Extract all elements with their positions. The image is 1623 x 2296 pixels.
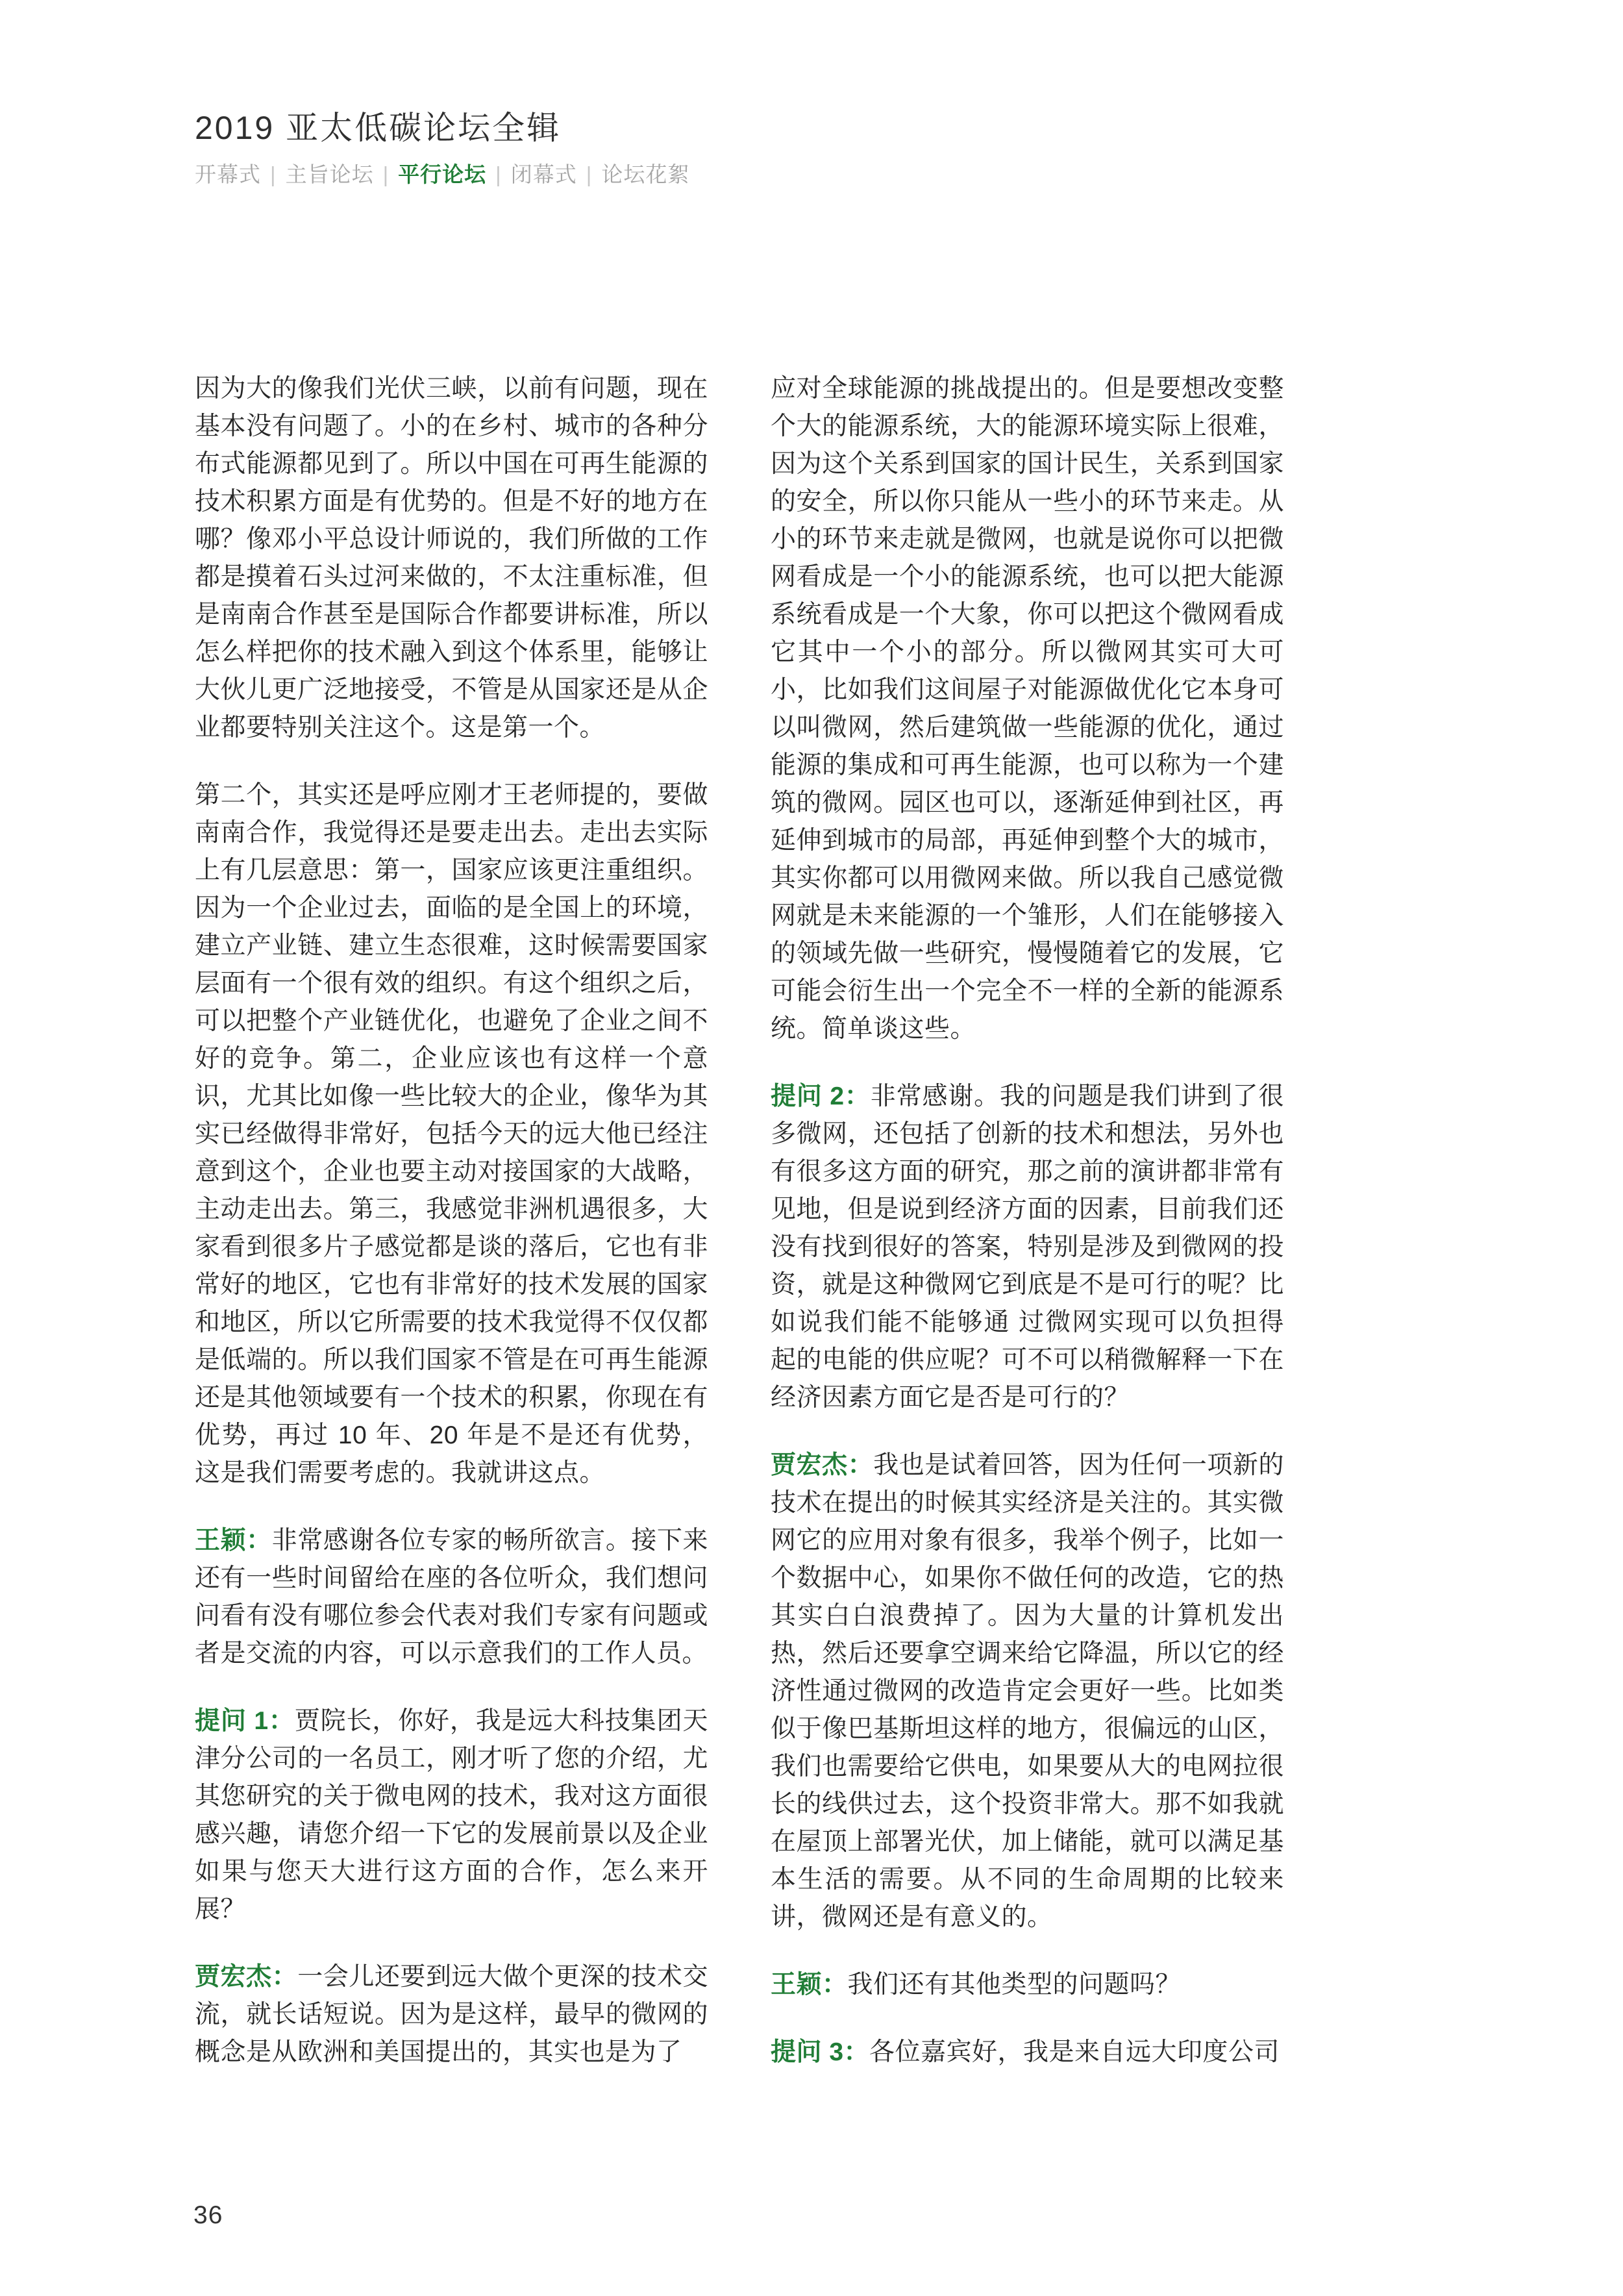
speaker-label-wang-ying: 王颖： xyxy=(195,1527,272,1554)
paragraph xyxy=(771,1078,1284,1417)
paragraph xyxy=(195,370,708,747)
nav-item-closing-ceremony: 闭幕式 xyxy=(510,162,577,186)
paragraph-text: 第二个，其实还是呼应刚才王老师提的，要做南南合作，我觉得还是要走出去。走出去实际上有几层意思：第一，国家应该更注重组织。因为一个企业过去，面临的是全国上的环境，建立产业链、建立生态很难，这时候需要国家层面有一个很有效的组织。有这个组织之后，可以把整个产业链优化，也避免了企业之间不好的竞争。第二，企业应该也有这样一个意识，尤其比如像一些比较大的企业，像华为其实已经做得非常好，包括今天的远大他已经注意到这个，企业也要主动对接国家的大战略，主动走出去。第三，我感觉非洲机遇很多，大家看到很多片子感觉都是谈的落后，它也有非常好的地区，它也有非常好的技术发展的国家和地区，所以它所需要的技术我觉得不仅仅都是低端的。所以我们国家不管是在可再生能源还是其他领域要有一个技术的积累，你现在有优势，再过 10 年、20 年是不是还有优势，这是我们需要考虑的。我就讲这点。 xyxy=(195,781,708,1487)
paragraph xyxy=(195,1522,708,1673)
nav-separator: | xyxy=(382,162,390,186)
paragraph-text: 一会儿还要到远大做个更深的技术交流，就长话短说。因为是这样，最早的微网的概念是从欧洲和美国提出的，其实也是为了 xyxy=(195,1963,708,2066)
speaker-label-jia-hongjie: 贾宏杰： xyxy=(771,1451,874,1479)
nav-separator: | xyxy=(495,162,502,186)
page-number: 36 xyxy=(193,2201,223,2229)
text-columns xyxy=(195,370,1284,2071)
page-title: 2019 亚太低碳论坛全辑 xyxy=(195,110,562,146)
paragraph-text: 各位嘉宾好，我是来自远大印度公司 xyxy=(869,2038,1280,2066)
speaker-label-question-3: 提问 3： xyxy=(771,2038,870,2066)
paragraph-text: 我们还有其他类型的问题吗？ xyxy=(847,1971,1182,1999)
paragraph-text: 贾院长，你好，我是远大科技集团天津分公司的一名员工，刚才听了您的介绍，尤其您研究的关于微电网的技术，我对这方面很感兴趣，请您介绍一下它的发展前景以及企业如果与您天大进行这方面的合作，怎么来开展？ xyxy=(195,1707,708,1923)
speaker-label-jia-hongjie: 贾宏杰： xyxy=(195,1963,298,1991)
paragraph xyxy=(771,1966,1284,2004)
left-column xyxy=(195,370,708,2071)
paragraph xyxy=(771,1447,1284,1936)
paragraph xyxy=(771,370,1284,1048)
section-nav xyxy=(195,161,689,188)
nav-item-keynote-forum: 主旨论坛 xyxy=(285,162,374,186)
paragraph-text: 非常感谢。我的问题是我们讲到了很多微网，还包括了创新的技术和想法，另外也有很多这方面的研究，那之前的演讲都非常有见地，但是说到经济方面的因素，目前我们还没有找到很好的答案，特别是涉及到微网的投资，就是这种微网它到底是不是可行的呢？比如说我们能不能够通 过微网实现可以负担得起的电能的供应呢？可不可以稍微解释一下在经济因素方面它是否是可行的？ xyxy=(771,1082,1284,1412)
speaker-label-wang-ying: 王颖： xyxy=(771,1971,848,1999)
paragraph-text: 非常感谢各位专家的畅所欲言。接下来还有一些时间留给在座的各位听众，我们想问问看有没有哪位参会代表对我们专家有问题或者是交流的内容，可以示意我们的工作人员。 xyxy=(195,1527,708,1667)
nav-item-parallel-forum-active: 平行论坛 xyxy=(398,162,487,186)
paragraph xyxy=(195,1703,708,1928)
nav-separator: | xyxy=(586,162,593,186)
paragraph-text: 因为大的像我们光伏三峡，以前有问题，现在基本没有问题了。小的在乡村、城市的各种分布式能源都见到了。所以中国在可再生能源的技术积累方面是有优势的。但是不好的地方在哪？像邓小平总设计师说的，我们所做的工作都是摸着石头过河来做的，不太注重标准，但是南南合作甚至是国际合作都要讲标准，所以怎么样把你的技术融入到这个体系里，能够让大伙儿更广泛地接受，不管是从国家还是从企业都要特别关注这个。这是第一个。 xyxy=(195,375,708,742)
paragraph-text: 我也是试着回答，因为任何一项新的技术在提出的时候其实经济是关注的。其实微网它的应用对象有很多，我举个例子，比如一个数据中心，如果你不做任何的改造，它的热其实白白浪费掉了。因为大量的计算机发出热，然后还要拿空调来给它降温，所以它的经济性通过微网的改造肯定会更好一些。比如类似于像巴基斯坦这样的地方，很偏远的山区，我们也需要给它供电，如果要从大的电网拉很长的线供过去，这个投资非常大。那不如我就在屋顶上部署光伏，加上储能，就可以满足基本生活的需要。从不同的生命周期的比较来讲，微网还是有意义的。 xyxy=(771,1451,1284,1931)
paragraph xyxy=(195,1958,708,2071)
right-column xyxy=(771,370,1284,2071)
paragraph xyxy=(771,2034,1284,2071)
nav-item-opening-ceremony: 开幕式 xyxy=(195,162,261,186)
nav-item-forum-highlights: 论坛花絮 xyxy=(601,162,690,186)
paragraph-text: 应对全球能源的挑战提出的。但是要想改变整个大的能源系统，大的能源环境实际上很难，因为这个关系到国家的国计民生，关系到国家的安全，所以你只能从一些小的环节来走。从小的环节来走就是微网，也就是说你可以把微网看成是一个小的能源系统，也可以把大能源系统看成是一个大象，你可以把这个微网看成它其中一个小的部分。所以微网其实可大可小，比如我们这间屋子对能源做优化它本身可以叫微网，然后建筑做一些能源的优化，通过能源的集成和可再生能源，也可以称为一个建筑的微网。园区也可以，逐渐延伸到社区，再延伸到城市的局部，再延伸到整个大的城市，其实你都可以用微网来做。所以我自己感觉微网就是未来能源的一个雏形，人们在能够接入的领域先做一些研究，慢慢随着它的发展，它可能会衍生出一个完全不一样的全新的能源系统。简单谈这些。 xyxy=(771,375,1284,1043)
speaker-label-question-2: 提问 2： xyxy=(771,1082,871,1110)
nav-separator: | xyxy=(270,162,277,186)
paragraph xyxy=(195,777,708,1492)
speaker-label-question-1: 提问 1： xyxy=(195,1707,295,1735)
